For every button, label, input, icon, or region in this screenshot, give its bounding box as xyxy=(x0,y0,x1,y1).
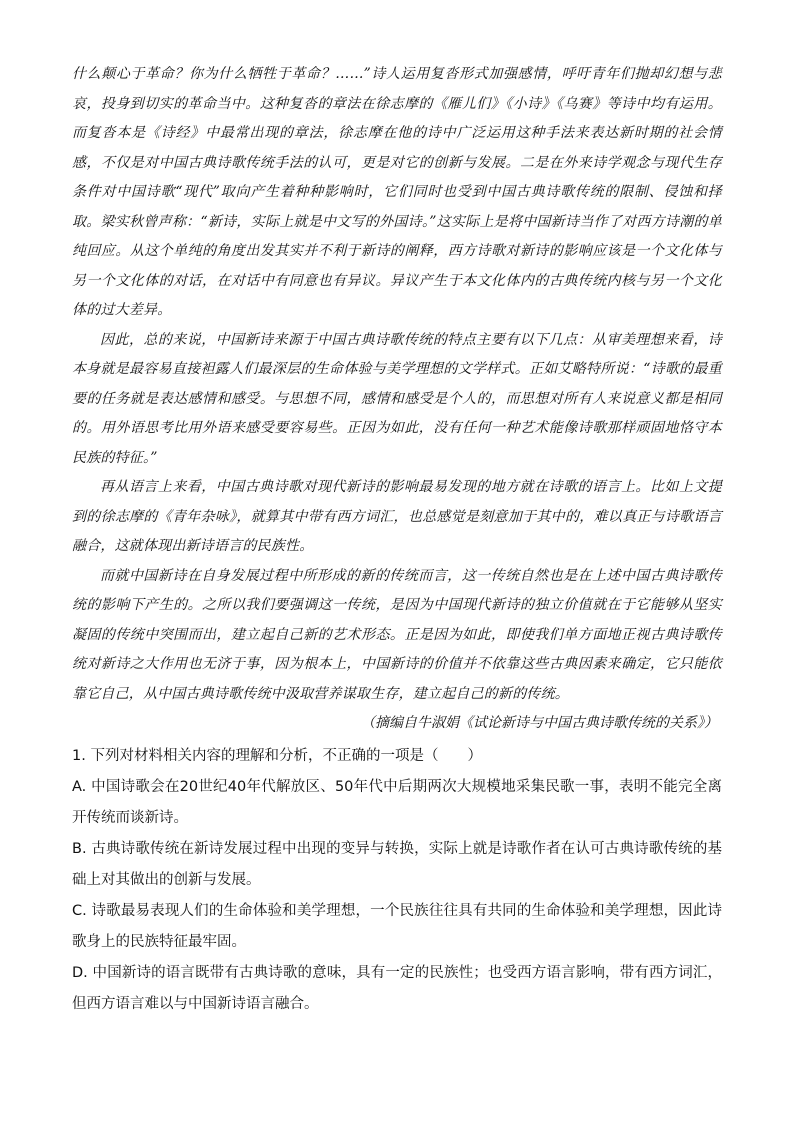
option-a[interactable] xyxy=(72,772,722,834)
option-text: 中国诗歌会在20世纪40年代解放区、50年代中后期两次大规模地采集民歌一事，表明不能完全离开传统而谈新诗。 xyxy=(72,778,722,826)
passage-source: （摘编自牛淑娟《试论新诗与中国古典诗歌传统的关系》） xyxy=(361,715,718,731)
option-text: 古典诗歌传统在新诗发展过程中出现的变异与转换，实际上就是诗歌作者在认可古典诗歌传统的基础上对其做出的创新与发展。 xyxy=(72,840,722,888)
question-stem: 1. 下列对材料相关内容的理解和分析，不正确的一项是（ ） xyxy=(72,747,482,764)
option-d[interactable] xyxy=(72,958,722,1020)
question-1 xyxy=(72,741,722,1020)
option-letter: B. xyxy=(72,840,87,857)
option-letter: D. xyxy=(72,964,88,981)
option-text: 中国新诗的语言既带有古典诗歌的意味，具有一定的民族性；也受西方语言影响，带有西方词汇，但西方语言难以与中国新诗语言融合。 xyxy=(72,964,723,1012)
exam-page xyxy=(72,60,722,1020)
passage-paragraph-1: 什么颠心于革命？你为什么牺牲于革命？……”诗人运用复沓形式加强感情，呼吁青年们抛却幻想与悲哀，投身到切实的革命当中。这种复沓的章法在徐志摩的《雁儿们》《小诗》《乌赛》等诗中均有运用。而复沓本是《诗经》中最常出现的章法，徐志摩在他的诗中广泛运用这种手法来表达新时期的社会情感，不仅是对中国古典诗歌传统手法的认可，更是对它的创新与发展。二是在外来诗学观念与现代生存条件对中国诗歌“现代”取向产生着种种影响时，它们同时也受到中国古典诗歌传统的限制、侵蚀和择取。梁实秋曾声称：“新诗，实际上就是中文写的外国诗。”这实际上是将中国新诗当作了对西方诗潮的单纯回应。从这个单纯的角度出发其实并不利于新诗的阐释，西方诗歌对新诗的影响应该是一个文化体与另一个文化体的对话，在对话中有同意也有异议。异议产生于本文化体内的古典传统内核与另一个文化体的过大差异。 xyxy=(72,66,722,318)
passage-paragraph-2: 因此，总的来说，中国新诗来源于中国古典诗歌传统的特点主要有以下几点：从审美理想来看，诗本身就是最容易直接袒露人们最深层的生命体验与美学理想的文学样式。正如艾略特所说：“诗歌的最重要的任务就是表达感情和感受。与思想不同，感情和感受是个人的，而思想对所有人来说意义都是相同的。用外语思考比用外语来感受要容易些。正因为如此，没有任何一种艺术能像诗歌那样顽固地恪守本民族的特征。” xyxy=(72,331,722,466)
option-text: 诗歌最易表现人们的生命体验和美学理想，一个民族往往具有共同的生命体验和美学理想，因此诗歌身上的民族特征最牢固。 xyxy=(72,902,723,950)
option-b[interactable] xyxy=(72,834,722,896)
passage-paragraph-3: 再从语言上来看，中国古典诗歌对现代新诗的影响最易发现的地方就在诗歌的语言上。比如上文提到的徐志摩的《青年杂咏》，就算其中带有西方词汇，也总感觉是刻意加于其中的，难以真正与诗歌语言融合，这就体现出新诗语言的民族性。 xyxy=(72,479,722,554)
option-letter: C. xyxy=(72,902,87,919)
option-c[interactable] xyxy=(72,896,722,958)
passage-paragraph-4: 而就中国新诗在自身发展过程中所形成的新的传统而言，这一传统自然也是在上述中国古典诗歌传统的影响下产生的。之所以我们要强调这一传统，是因为中国现代新诗的独立价值就在于它能够从坚实凝固的传统中突围而出，建立起自己新的艺术形态。正是因为如此，即使我们单方面地正视古典诗歌传统对新诗之大作用也无济于事，因为根本上，中国新诗的价值并不依靠这些古典因素来确定，它只能依靠它自己，从中国古典诗歌传统中汲取营养谋取生存，建立起自己的新的传统。 xyxy=(72,567,722,702)
option-letter: A. xyxy=(72,778,87,795)
reading-passage xyxy=(72,60,722,709)
